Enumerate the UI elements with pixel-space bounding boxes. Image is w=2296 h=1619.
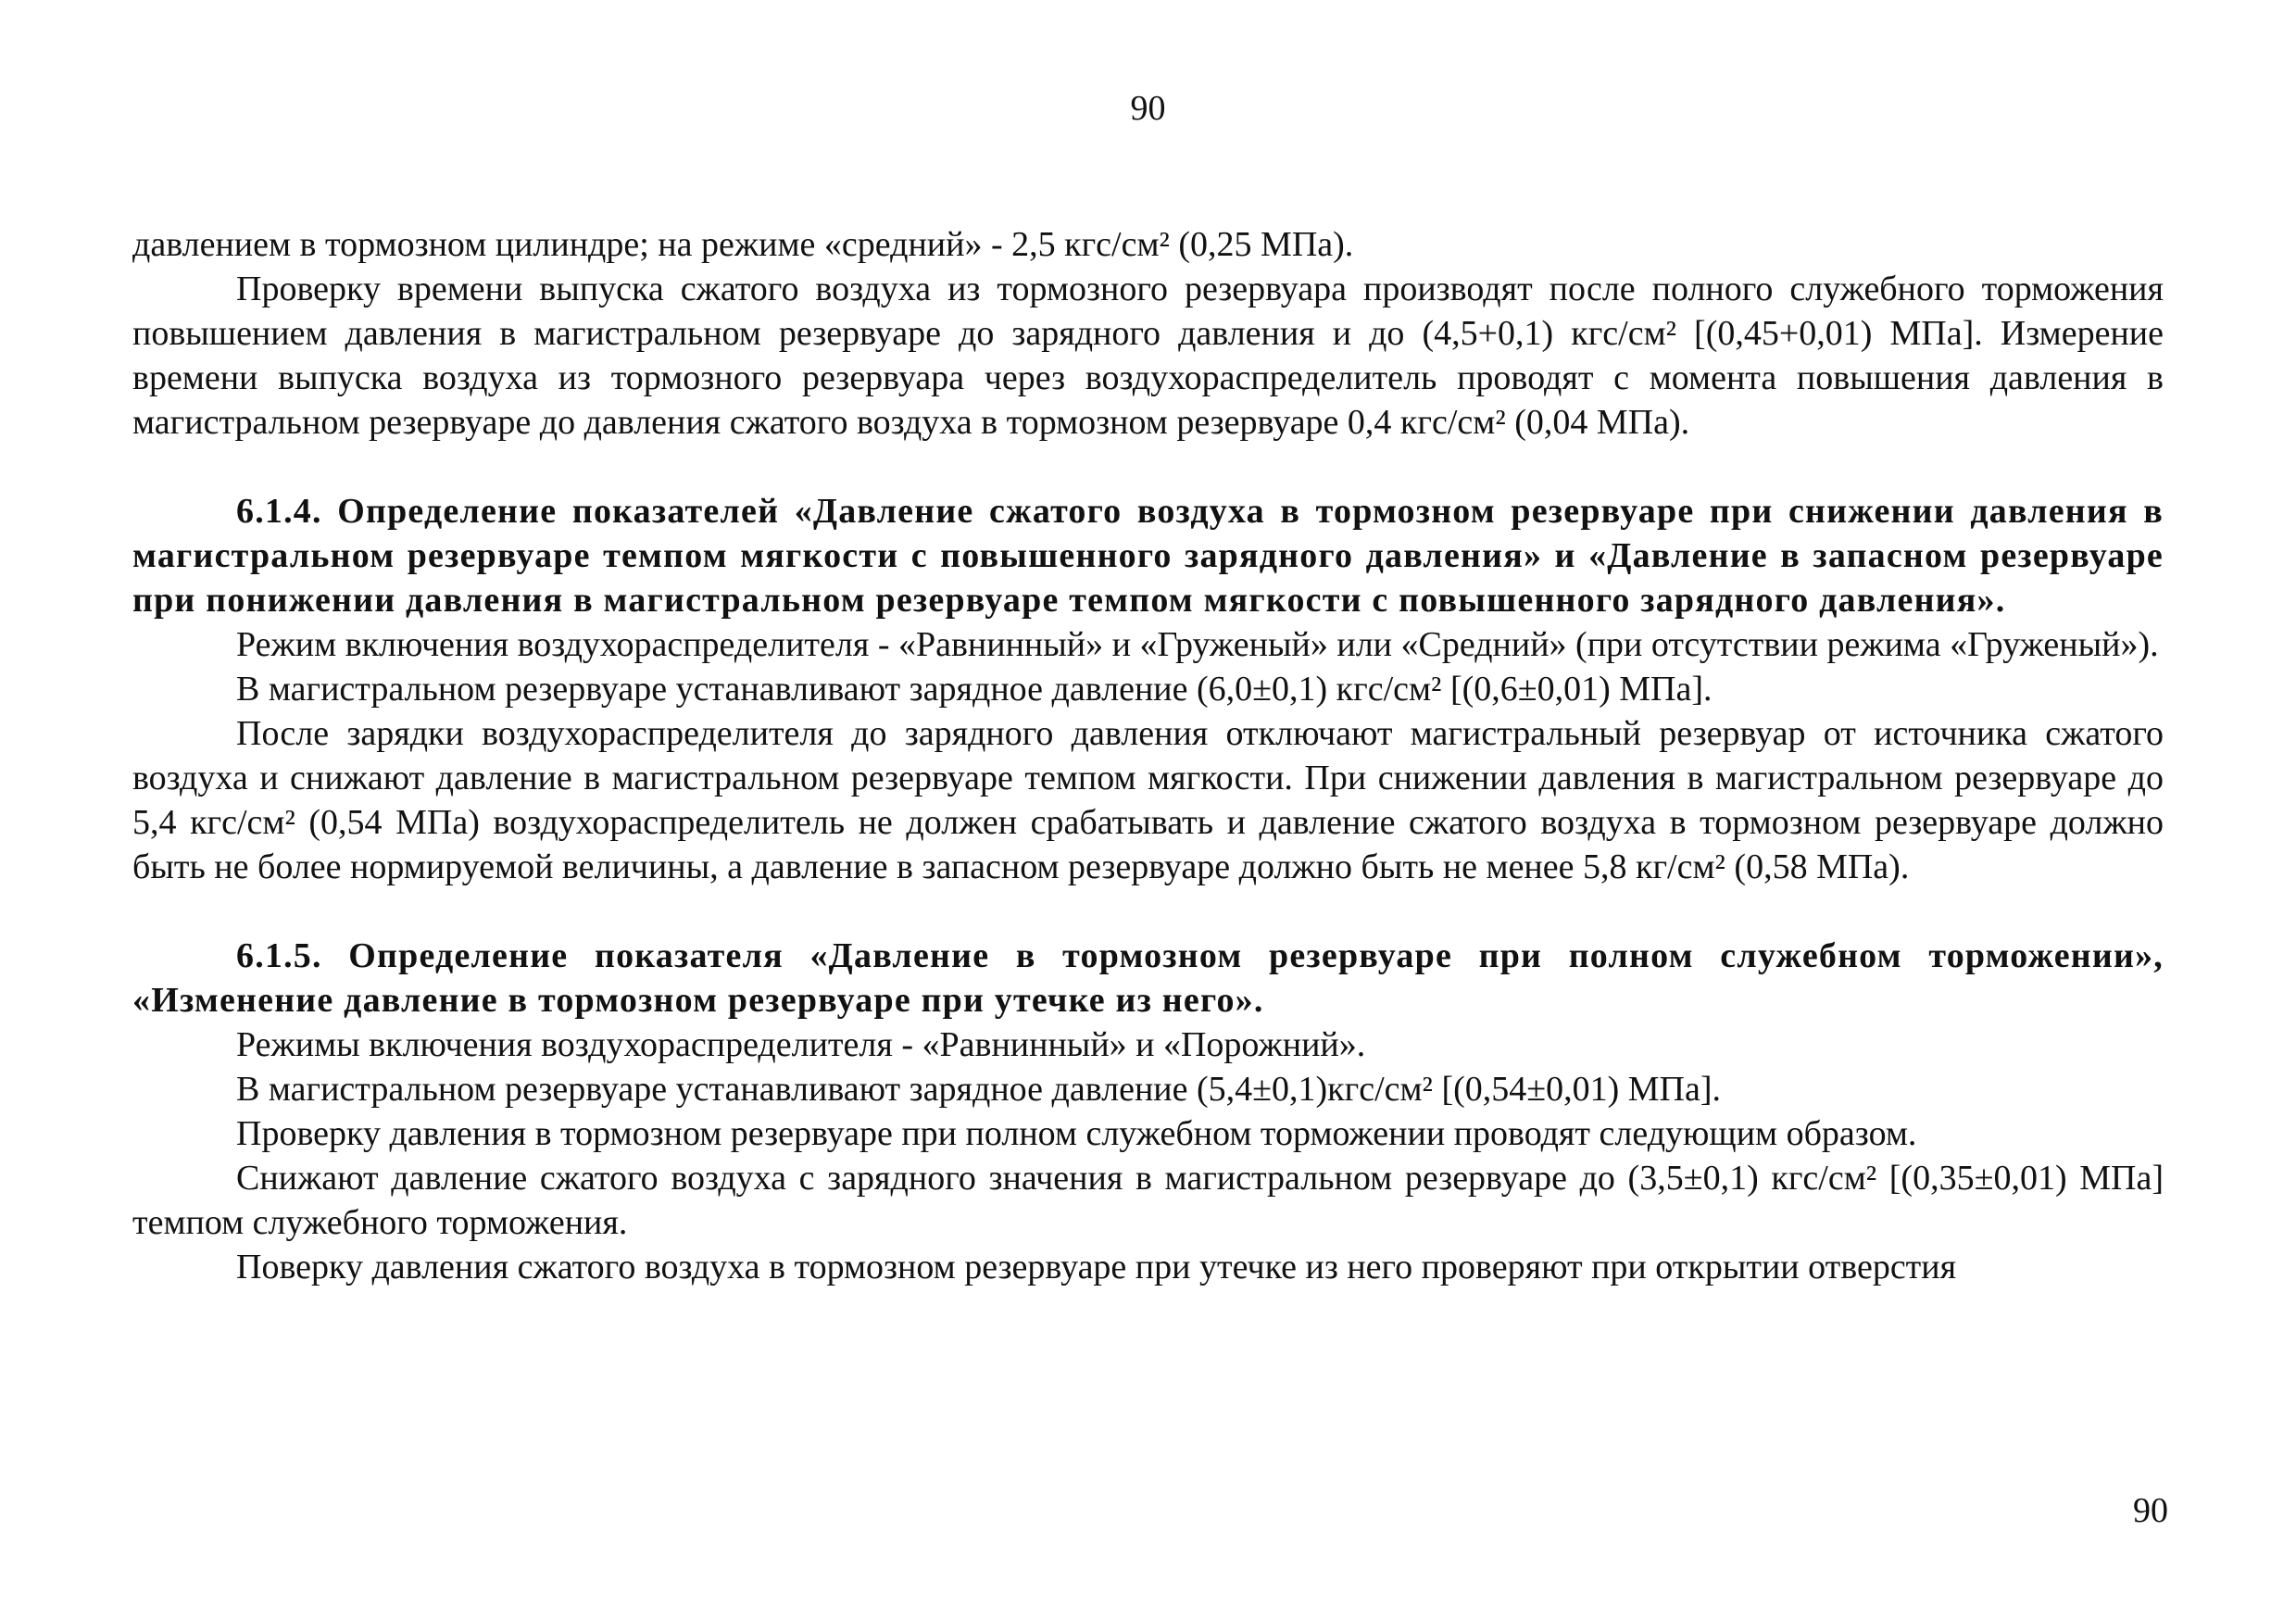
paragraph-charge-pressure-614: В магистральном резервуаре устанавливают зарядное давление (6,0±0,1) кгс/см² [(0,6±0,01) МПа].	[236, 670, 1713, 709]
paragraph-continuation: давлением в тормозном цилиндре; на режиме «средний» - 2,5 кгс/см² (0,25 МПа).	[132, 225, 1354, 264]
paragraph-pressure-reduction: Снижают давление сжатого воздуха с зарядного значения в магистральном резервуаре до (3,5±0,1) кгс/см² [(0,35±0,01) МПа] темпом служебного торможения.	[132, 1159, 2164, 1242]
paragraph-procedure-614: После зарядки воздухораспределителя до зарядного давления отключают магистральный резервуар от источника сжатого воздуха и снижают давление в магистральном резервуаре темпом мягкости. При снижении давления в магистральном резервуаре до 5,4 кгс/см² (0,54 МПа) воздухораспределитель не должен срабатывать и давление сжатого воздуха в тормозном резервуаре должно быть не более нормируемой величины, а давление в запасном резервуаре должно быть не менее 5,8 кг/см² (0,58 МПа).	[132, 714, 2164, 886]
page-number-bottom: 90	[2133, 1491, 2168, 1530]
paragraph-release-time-check: Проверку времени выпуска сжатого воздуха из тормозного резервуара производят после полного служебного торможения повышением давления в магистральном резервуаре до зарядного давления и до (4,5+0,1) кгс/см² [(0,45+0,01) МПа]. Измерение времени выпуска воздуха из тормозного резервуара через воздухораспределитель проводят с момента повышения давления в магистральном резервуаре до давления сжатого воздуха в тормозном резервуаре 0,4 кгс/см² (0,04 МПа).	[132, 270, 2164, 442]
document-body	[132, 222, 2164, 1289]
paragraph-charge-pressure-615: В магистральном резервуаре устанавливают зарядное давление (5,4±0,1)кгс/см² [(0,54±0,01) МПа].	[236, 1070, 1722, 1109]
section-heading-6-1-4: 6.1.4. Определение показателей «Давление сжатого воздуха в тормозном резервуаре при снижении давления в магистральном резервуаре темпом мягкости с повышенного зарядного давления» и «Давление в запасном резервуаре при понижении давления в магистральном резервуаре темпом мягкости с повышенного зарядного давления».	[132, 492, 2164, 620]
page-number-top: 90	[1130, 89, 1166, 128]
section-heading-6-1-5: 6.1.5. Определение показателя «Давление в тормозном резервуаре при полном служебном торможении», «Изменение давление в тормозном резервуаре при утечке из него».	[132, 936, 2164, 1020]
paragraph-check-method: Проверку давления в тормозном резервуаре при полном служебном торможении проводят следующим образом.	[236, 1114, 1917, 1153]
paragraph-mode-615: Режимы включения воздухораспределителя - «Равнинный» и «Порожний».	[236, 1025, 1366, 1064]
paragraph-leak-check: Поверку давления сжатого воздуха в тормозном резервуаре при утечке из него проверяют при открытии отверстия	[236, 1248, 1957, 1286]
paragraph-mode-614: Режим включения воздухораспределителя - «Равнинный» и «Груженый» или «Средний» (при отсутствии режима «Груженый»).	[236, 625, 2159, 664]
